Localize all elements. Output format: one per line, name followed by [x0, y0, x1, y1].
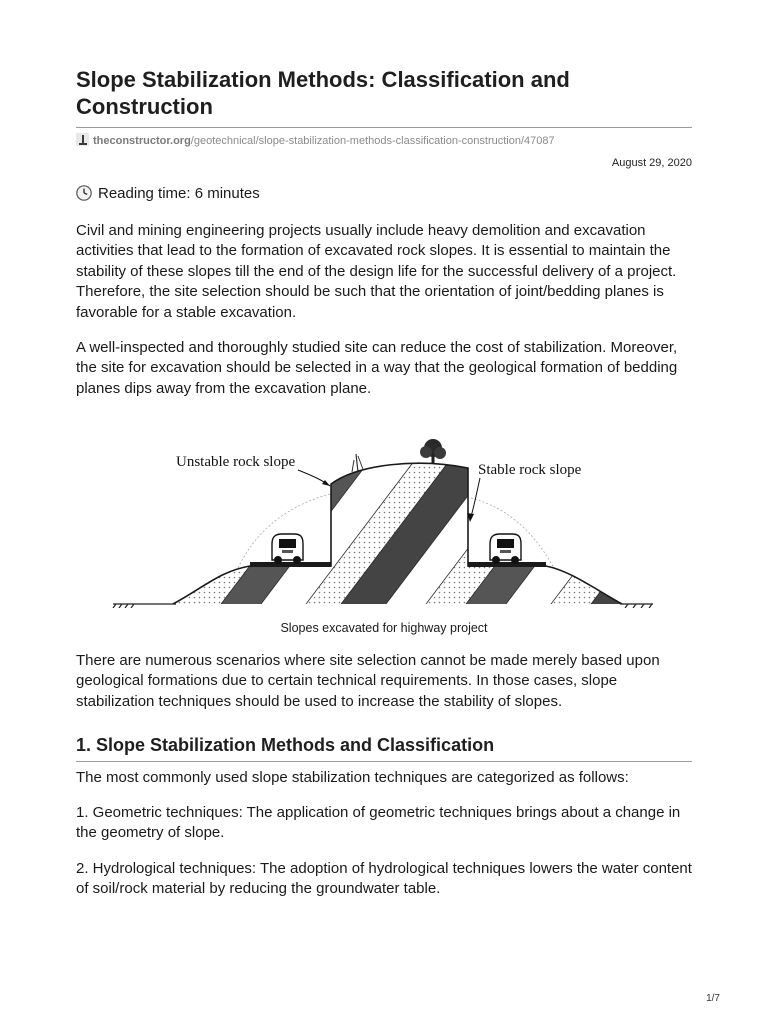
page-title: Slope Stabilization Methods: Classification and Construction — [76, 67, 570, 119]
paragraph-2: A well-inspected and thoroughly studied site can reduce the cost of stabilization. Moreover, the site for excavation should be selected in a way that the geological formation of bedding planes dips away from the excavation plane. — [76, 339, 678, 397]
source-link[interactable] — [76, 133, 555, 149]
publish-date: August 29, 2020 — [611, 157, 692, 169]
ground-line — [113, 604, 653, 608]
slope-diagram — [108, 436, 660, 608]
label-stable-slope: Stable rock slope — [478, 462, 582, 478]
reading-time — [76, 184, 260, 204]
road-left — [250, 562, 331, 567]
title-divider — [76, 127, 692, 128]
slope-figure — [108, 436, 660, 608]
paragraph-1: Civil and mining engineering projects usually include heavy demolition and excavation activities that lead to the formation of excavated rock slopes. It is essential to maintain the stability of these slopes till the end of the design life for the successful delivery of a project. Therefore, the site selection should be such that the orientation of joint/bedding planes is favorable for a stable excavation. — [76, 222, 677, 321]
page-number: 1/7 — [706, 993, 720, 1004]
reading-time-text: Reading time: 6 minutes — [98, 185, 260, 202]
clock-icon — [76, 185, 92, 201]
source-domain: theconstructor.org — [93, 135, 191, 147]
figure-caption: Slopes excavated for highway project — [280, 621, 488, 635]
section-divider — [76, 761, 692, 762]
source-path: /geotechnical/slope-stabilization-methods-classification-construction/47087 — [190, 135, 555, 147]
section-intro: The most commonly used slope stabilization techniques are categorized as follows: — [76, 769, 629, 786]
road-right — [468, 562, 546, 567]
label-unstable-slope: Unstable rock slope — [176, 454, 296, 470]
section-heading: 1. Slope Stabilization Methods and Classification — [76, 735, 495, 755]
vehicle-right-icon — [490, 534, 521, 564]
list-item-hydrological: 2. Hydrological techniques: The adoption of hydrological techniques lowers the water content of soil/rock material by reducing the groundwater table. — [76, 860, 692, 898]
site-favicon-icon — [76, 133, 89, 146]
list-item-geometric: 1. Geometric techniques: The application of geometric techniques brings about a change in the geometry of slope. — [76, 804, 681, 842]
vehicle-left-icon — [272, 534, 303, 564]
paragraph-3: There are numerous scenarios where site selection cannot be made merely based upon geological formations due to certain technical requirements. In those cases, slope stabilization techniques should be used to increase the stability of slopes. — [76, 652, 660, 710]
